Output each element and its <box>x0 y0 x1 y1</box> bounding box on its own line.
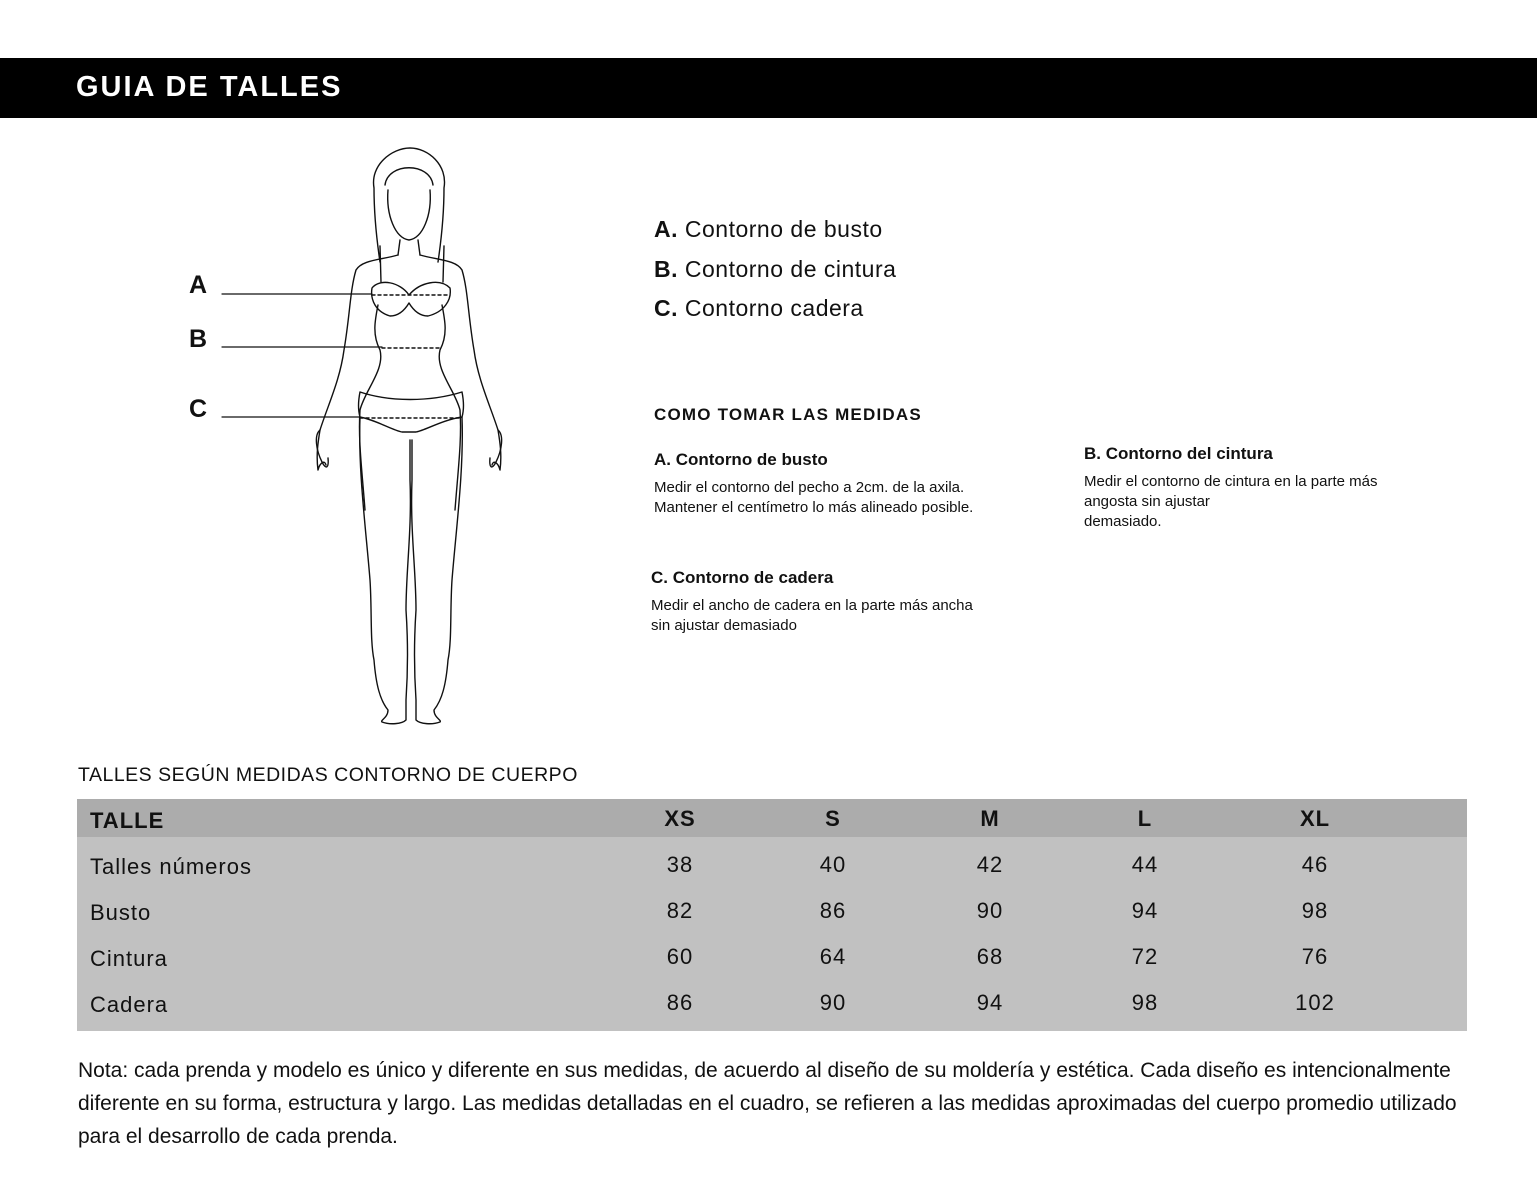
instruction-text: Medir el contorno de cintura en la parte más angosta sin ajustar demasiado. <box>1084 473 1378 530</box>
howto-title: COMO TOMAR LAS MEDIDAS <box>654 405 922 424</box>
table-row: Cintura 60 64 68 72 76 <box>90 944 1329 971</box>
instruction-title: A. Contorno de busto <box>654 450 828 469</box>
body-figure-illustration <box>180 140 520 730</box>
header-cell-l: L <box>1137 806 1153 831</box>
table-row: Busto 82 86 90 94 98 <box>90 898 1329 925</box>
size-table-title: TALLES SEGÚN MEDIDAS CONTORNO DE CUERPO <box>78 764 578 786</box>
figure-label-a: A <box>189 271 208 299</box>
legend-item-waist: B. Contorno de cintura <box>654 255 897 282</box>
header-cell-xs: XS <box>664 806 696 831</box>
table-row: Talles números 38 40 42 44 46 <box>90 852 1329 879</box>
instruction-text: Medir el ancho de cadera en la parte más ancha sin ajustar demasiado <box>651 597 973 634</box>
header-cell-s: S <box>825 806 841 831</box>
header-cell-xl: XL <box>1299 806 1331 831</box>
page-title: GUIA DE TALLES <box>76 71 343 103</box>
legend-item-bust: A. Contorno de busto <box>654 216 883 242</box>
header-cell-talle: TALLE <box>90 808 165 833</box>
legend-item-hip: C. Contorno cadera <box>654 295 864 321</box>
instruction-hip <box>651 568 1051 636</box>
instruction-title: B. Contorno del cintura <box>1084 444 1273 463</box>
size-table-header <box>77 806 1467 852</box>
size-note: Nota: cada prenda y modelo es único y diferente en sus medidas, de acuerdo al diseño de su moldería y estética. Cada diseño es intencionalmente diferente en su forma, estructura y largo. Las medidas detalladas en el cuadro, se refieren a las medidas aproximadas del cuerpo promedio utilizado para el desarrollo de cada prenda. <box>78 1059 1457 1148</box>
instruction-text: Medir el contorno del pecho a 2cm. de la axila. Mantener el centímetro lo más alineado posible. <box>654 479 974 516</box>
table-row: Cadera 86 90 94 98 102 <box>90 990 1335 1017</box>
figure-label-b: B <box>189 325 208 353</box>
measurement-legend <box>654 216 896 335</box>
size-table <box>77 799 1467 1031</box>
instruction-waist <box>1084 444 1464 532</box>
header-cell-m: M <box>980 806 1000 831</box>
figure-label-c: C <box>189 395 208 423</box>
instruction-title: C. Contorno de cadera <box>651 568 834 587</box>
header-bar <box>0 58 1537 118</box>
instruction-bust <box>654 450 1054 518</box>
